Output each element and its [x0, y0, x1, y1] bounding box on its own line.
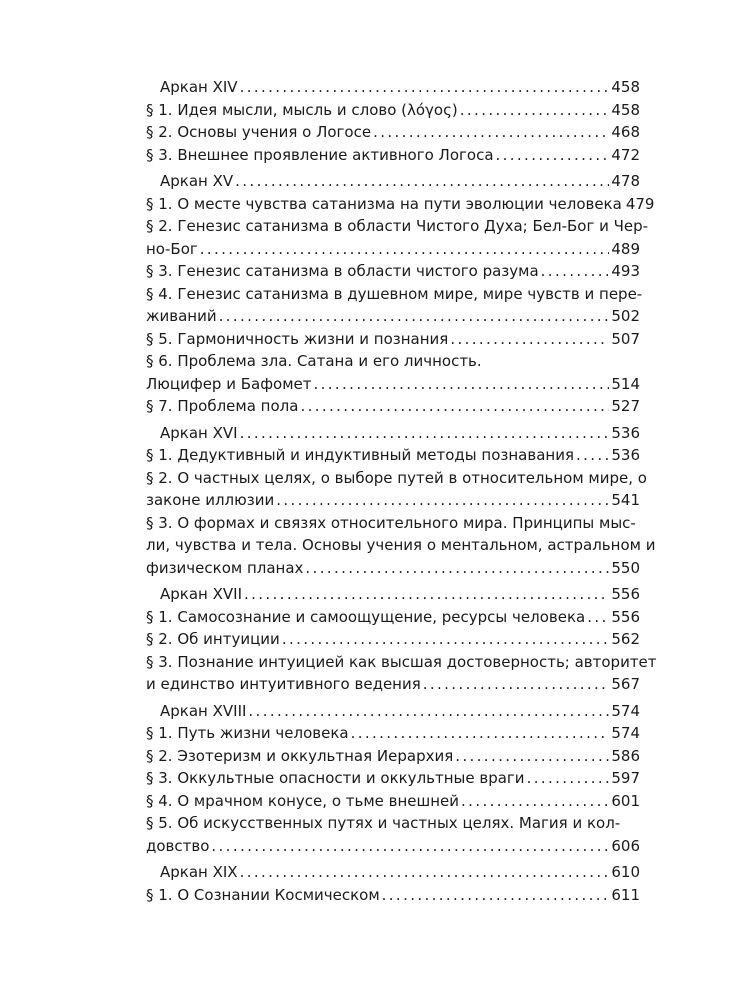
toc-arkan-group: [146, 700, 640, 858]
toc-page-number: 479: [625, 194, 655, 213]
toc-page-number: 478: [611, 172, 640, 190]
toc-section-title: ли, чувства и тела. Основы учения о ментальном, астральном и: [146, 536, 656, 554]
toc-line: [146, 606, 640, 629]
toc-page-number: 489: [611, 239, 640, 258]
toc-line: [146, 328, 640, 351]
toc-section-title: § 2. О частных целях, о выборе путей в относительном мире, о: [146, 468, 647, 487]
toc-section-entry[interactable]: [146, 444, 640, 467]
dot-leader: [455, 745, 609, 768]
toc-arkan-title: Аркан XVII: [160, 585, 242, 603]
table-of-contents: [146, 76, 657, 906]
toc-section-entry[interactable]: [146, 99, 640, 122]
toc-section-entry[interactable]: [146, 767, 640, 790]
dot-leader: [423, 673, 610, 696]
toc-arkan-title: Аркан XIX: [160, 863, 238, 881]
dot-leader: [248, 700, 609, 723]
toc-line: [146, 790, 640, 813]
toc-page-number: 550: [611, 558, 640, 577]
toc-line: [146, 745, 640, 768]
toc-section-entry[interactable]: [146, 651, 657, 696]
toc-line: [146, 238, 640, 261]
toc-section-title: § 2. Эзотеризм и оккультная Иерархия: [146, 746, 454, 765]
toc-section-entry[interactable]: [146, 628, 640, 651]
toc-page-number: 567: [611, 675, 640, 693]
toc-section-title: § 3. Внешнее проявление активного Логоса: [146, 145, 494, 164]
dot-leader: [460, 99, 610, 122]
dot-leader: [235, 170, 609, 193]
toc-section-entry[interactable]: [146, 745, 640, 768]
toc-line: [146, 283, 643, 306]
toc-section-title: § 1. О Сознании Космическом: [146, 885, 380, 904]
toc-section-title: Люцифер и Бафомет: [146, 374, 312, 393]
toc-arkan-group: [146, 583, 657, 696]
dot-leader: [219, 305, 610, 328]
toc-line: [146, 350, 640, 373]
toc-arkan-group: [146, 422, 656, 580]
toc-section-title: § 4. Генезис сатанизма в душевном мире, мире чувств и пере-: [146, 284, 643, 303]
toc-page-number: 601: [611, 791, 640, 810]
dot-leader: [244, 583, 609, 606]
toc-page-number: 556: [611, 585, 640, 603]
toc-section-entry[interactable]: [146, 260, 640, 283]
toc-line: [146, 99, 640, 122]
toc-page-number: 536: [611, 423, 640, 442]
toc-section-entry[interactable]: [146, 812, 640, 857]
toc-arkan-group: [146, 170, 655, 418]
toc-line: [146, 722, 640, 745]
toc-page-number: 556: [611, 607, 640, 626]
toc-line: [146, 489, 640, 512]
toc-section-title: § 5. Гармоничность жизни и познания: [146, 329, 449, 348]
toc-section-title: живаний: [146, 307, 217, 325]
toc-section-title: § 7. Проблема пола: [146, 397, 299, 415]
toc-section-entry[interactable]: [146, 215, 649, 260]
toc-section-entry[interactable]: [146, 144, 640, 167]
toc-page-number: 493: [611, 262, 640, 280]
toc-section-title: § 2. Об интуиции: [146, 630, 280, 648]
toc-section-title: § 1. Дедуктивный и индуктивный методы познавания: [146, 446, 574, 464]
toc-page-number: 458: [611, 78, 640, 96]
toc-section-entry[interactable]: [146, 512, 656, 580]
dot-leader: [351, 722, 610, 745]
toc-section-title: § 3. Познание интуицией как высшая достоверность; авторитет: [146, 652, 657, 671]
toc-line: [146, 512, 640, 535]
dot-leader: [314, 373, 610, 396]
toc-section-title: и единство интуитивного ведения: [146, 675, 421, 693]
toc-page-number: 472: [611, 145, 640, 164]
toc-page-number: 507: [611, 329, 640, 348]
dot-leader: [300, 395, 609, 418]
toc-section-title: довство: [146, 836, 210, 855]
toc-section-entry[interactable]: [146, 722, 640, 745]
toc-page-number: 562: [611, 630, 640, 648]
toc-arkan-entry[interactable]: [146, 700, 640, 723]
toc-page-number: 458: [611, 100, 640, 119]
toc-page-number: 574: [611, 701, 640, 720]
toc-arkan-title: Аркан XVI: [160, 423, 238, 442]
toc-page-number: 536: [611, 446, 640, 464]
toc-line: [146, 260, 640, 283]
toc-line: [146, 812, 640, 835]
toc-section-title: § 1. Путь жизни человека: [146, 724, 349, 742]
toc-line: [146, 534, 656, 557]
dot-leader: [200, 238, 610, 261]
toc-section-title: § 1. Идея мысли, мысль и слово (λόγος): [146, 100, 458, 119]
toc-section-title: § 6. Проблема зла. Сатана и его личность.: [146, 352, 482, 370]
toc-section-entry[interactable]: [146, 884, 640, 907]
toc-arkan-group: [146, 76, 640, 166]
toc-arkan-entry[interactable]: [146, 170, 640, 193]
toc-section-title: § 1. Самосознание и самоощущение, ресурсы человека: [146, 607, 586, 626]
toc-line: [146, 557, 640, 580]
toc-section-title: § 3. Генезис сатанизма в области чистого разума: [146, 262, 539, 280]
toc-line: [146, 215, 649, 238]
toc-section-entry[interactable]: [146, 350, 640, 395]
toc-section-entry[interactable]: [146, 790, 640, 813]
toc-line: [146, 628, 640, 651]
toc-page-number: 468: [611, 123, 640, 141]
toc-section-entry[interactable]: [146, 193, 655, 216]
toc-section-entry[interactable]: [146, 467, 647, 512]
toc-page-number: 541: [611, 491, 640, 509]
toc-section-title: § 2. Основы учения о Логосе: [146, 123, 372, 141]
toc-page-number: 611: [611, 885, 640, 904]
toc-section-title: § 3. Оккультные опасности и оккультные враги: [146, 769, 525, 787]
toc-page-number: 586: [611, 746, 640, 765]
toc-section-title: физическом планах: [146, 558, 304, 577]
toc-page-number: 610: [611, 863, 640, 881]
dot-leader: [240, 76, 610, 99]
toc-page-number: 597: [611, 769, 640, 787]
toc-line: [146, 767, 640, 790]
toc-line: [146, 121, 640, 144]
toc-section-title: но-Бог: [146, 239, 198, 258]
toc-line: [146, 651, 657, 674]
toc-arkan-entry[interactable]: [146, 861, 640, 884]
toc-line: [146, 835, 640, 858]
dot-leader: [541, 260, 610, 283]
toc-section-title: законе иллюзии: [146, 491, 275, 509]
toc-arkan-title: Аркан XV: [160, 172, 234, 190]
dot-leader: [450, 328, 609, 351]
dot-leader: [587, 606, 609, 629]
dot-leader: [373, 121, 609, 144]
toc-section-entry[interactable]: [146, 328, 640, 351]
dot-leader: [461, 790, 609, 813]
toc-arkan-entry[interactable]: [146, 76, 640, 99]
toc-section-title: § 5. Об искусственных путях и частных целях. Магия и кол-: [146, 814, 621, 832]
toc-section-title: § 3. О формах и связях относительного мира. Принципы мыс-: [146, 513, 636, 532]
toc-arkan-group: [146, 861, 640, 906]
toc-line: [146, 144, 640, 167]
toc-arkan-entry[interactable]: [146, 583, 640, 606]
dot-leader: [240, 861, 610, 884]
toc-line: [146, 467, 647, 490]
toc-line: [146, 373, 640, 396]
toc-line: [146, 444, 640, 467]
toc-section-entry[interactable]: [146, 606, 640, 629]
toc-arkan-entry[interactable]: [146, 422, 640, 445]
toc-section-title: § 4. О мрачном конусе, о тьме внешней: [146, 791, 460, 810]
toc-line: [146, 305, 640, 328]
dot-leader: [576, 444, 609, 467]
dot-leader: [276, 489, 609, 512]
toc-line: [146, 884, 640, 907]
dot-leader: [240, 422, 610, 445]
toc-page-number: 574: [611, 724, 640, 742]
toc-line: [146, 395, 640, 418]
toc-line: [146, 193, 655, 216]
toc-section-entry[interactable]: [146, 121, 640, 144]
dot-leader: [382, 884, 610, 907]
dot-leader: [305, 557, 609, 580]
toc-arkan-title: Аркан XIV: [160, 78, 238, 96]
dot-leader: [211, 835, 609, 858]
toc-section-title: § 2. Генезис сатанизма в области Чистого Духа; Бел-Бог и Чер-: [146, 217, 649, 235]
toc-page-number: 527: [611, 397, 640, 415]
toc-arkan-title: Аркан XVIII: [160, 701, 247, 720]
toc-page-number: 514: [611, 374, 640, 393]
dot-leader: [527, 767, 610, 790]
dot-leader: [496, 144, 610, 167]
toc-line: [146, 673, 640, 696]
toc-section-entry[interactable]: [146, 283, 643, 328]
dot-leader: [282, 628, 610, 651]
toc-page-number: 502: [611, 307, 640, 325]
toc-page-number: 606: [611, 836, 640, 855]
toc-section-title: § 1. О месте чувства сатанизма на пути эволюции человека: [146, 194, 622, 213]
toc-section-entry[interactable]: [146, 395, 640, 418]
